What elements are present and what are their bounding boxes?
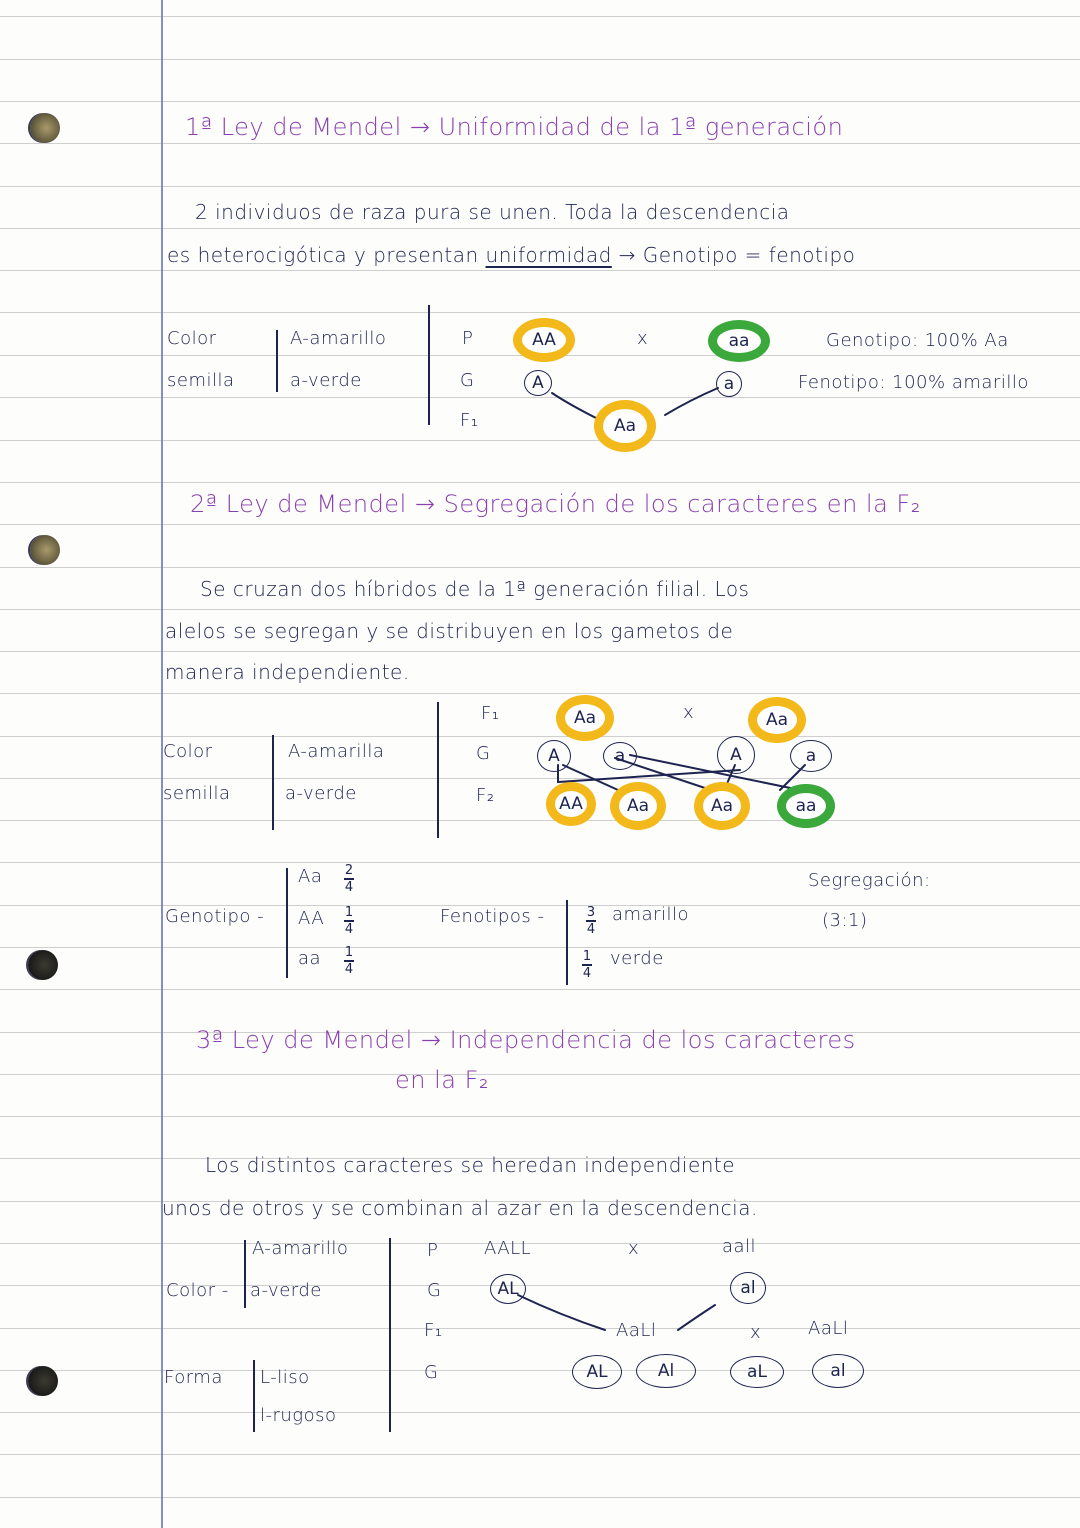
binder-hole: [30, 113, 60, 143]
row-label-f1: F₁: [481, 703, 500, 724]
genotype-fraction: [344, 864, 354, 894]
denominator: 4: [582, 965, 592, 981]
gamete-node: A: [537, 740, 571, 772]
gamete-node: A: [524, 370, 552, 396]
row-label-f1: F₁: [460, 410, 479, 431]
genotype-name: AA: [298, 908, 325, 929]
second-law-text-line-3: manera independiente.: [165, 660, 410, 684]
f1-genotype: AaLl: [616, 1320, 657, 1341]
segregation-label: Segregación:: [808, 870, 931, 891]
numerator: 2: [344, 863, 354, 878]
allele-recessive: a-verde: [285, 783, 357, 804]
trait-label-color: Color -: [166, 1280, 229, 1301]
f1-cross-symbol: x: [750, 1322, 762, 1343]
cross-symbol: x: [683, 702, 695, 723]
genotype-name: Aa: [298, 866, 323, 887]
row-label-p: P: [462, 328, 474, 349]
f2-node-dominant: AA: [546, 782, 596, 826]
phenotype-label: Fenotipos -: [440, 906, 545, 927]
f1-gamete-node: AL: [572, 1355, 622, 1389]
gamete-node: a: [790, 740, 832, 772]
first-law-text-line-1: 2 individuos de raza pura se unen. Toda la descendencia: [195, 200, 790, 224]
parent-dominant: AALL: [484, 1238, 532, 1259]
row-label-g2: G: [424, 1362, 439, 1383]
numerator: 1: [344, 945, 354, 960]
trait-label: Color: [163, 741, 213, 762]
forma-allele-recessive: l-rugoso: [260, 1405, 337, 1426]
denominator: 4: [586, 921, 596, 937]
margin-line: [161, 0, 163, 1528]
trait-label: Color: [167, 328, 217, 349]
f2-node-hetero: Aa: [694, 782, 750, 830]
row-label-f2: F₂: [476, 785, 495, 806]
numerator: 1: [344, 905, 354, 920]
trait-label-forma: Forma: [164, 1367, 223, 1388]
allele-dominant: A-amarillo: [290, 328, 387, 349]
divider: [437, 702, 439, 838]
f2-node-hetero: Aa: [610, 782, 666, 830]
gamete-node: AL: [490, 1274, 526, 1304]
cross-symbol: x: [637, 328, 649, 349]
row-label-g: G: [476, 743, 491, 764]
f1-gamete-node: Al: [636, 1354, 696, 1388]
trait-label: semilla: [163, 783, 231, 804]
phenotype-fraction: [582, 950, 592, 980]
row-label-f1: F₁: [424, 1320, 443, 1341]
genotype-fraction: [344, 906, 354, 936]
gamete-node: a: [603, 742, 637, 770]
cross-symbol: x: [628, 1238, 640, 1259]
row-label-g: G: [427, 1280, 442, 1301]
f1-gamete-node: al: [812, 1354, 864, 1388]
f2-node-recessive: aa: [777, 784, 835, 828]
segregation-ratio: (3:1): [822, 910, 868, 931]
brace: [566, 900, 568, 985]
divider: [389, 1238, 391, 1432]
divider: [428, 305, 430, 425]
parent-node: Aa: [748, 697, 806, 743]
f1-gamete-node: aL: [730, 1356, 784, 1388]
text-fragment: es heterocigótica y presentan: [167, 243, 486, 267]
numerator: 1: [582, 949, 592, 964]
second-law-text-line-1: Se cruzan dos híbridos de la 1ª generación filial. Los: [200, 577, 750, 601]
parent-recessive: aall: [722, 1236, 757, 1257]
allele-dominant: A-amarilla: [288, 741, 385, 762]
genotype-result: Genotipo: 100% Aa: [826, 330, 1009, 351]
second-law-text-line-2: alelos se segregan y se distribuyen en los gametos de: [165, 619, 734, 643]
gamete-node: a: [716, 371, 742, 397]
numerator: 3: [586, 905, 596, 920]
color-allele-recessive: a-verde: [250, 1280, 322, 1301]
f1-genotype: AaLl: [808, 1318, 849, 1339]
third-law-title-line-2: en la F₂: [395, 1066, 490, 1094]
brace: [244, 1240, 246, 1308]
trait-label: semilla: [167, 370, 235, 391]
parent-recessive-node: aa: [708, 320, 770, 362]
phenotype-name: amarillo: [612, 904, 690, 925]
row-label-p: P: [427, 1240, 439, 1261]
row-label-g: G: [460, 370, 475, 391]
second-law-title: 2ª Ley de Mendel → Segregación de los caracteres en la F₂: [190, 490, 921, 518]
binder-hole: [30, 535, 60, 565]
parent-node: Aa: [556, 695, 614, 741]
gamete-node: al: [730, 1272, 766, 1304]
third-law-text-line-2: unos de otros y se combinan al azar en la descendencia.: [162, 1196, 758, 1220]
binder-hole: [28, 950, 58, 980]
color-allele-dominant: A-amarillo: [252, 1238, 349, 1259]
parent-dominant-node: AA: [513, 318, 575, 362]
denominator: 4: [344, 921, 354, 937]
phenotype-result: Fenotipo: 100% amarillo: [798, 372, 1029, 393]
phenotype-name: verde: [610, 948, 664, 969]
binder-hole: [28, 1366, 58, 1396]
underlined-term: uniformidad: [485, 243, 612, 267]
third-law-text-line-1: Los distintos caracteres se heredan independiente: [205, 1153, 736, 1177]
brace: [286, 868, 288, 978]
first-law-title: 1ª Ley de Mendel → Uniformidad de la 1ª generación: [185, 113, 844, 141]
brace: [253, 1360, 255, 1432]
denominator: 4: [344, 879, 354, 895]
forma-allele-dominant: L-liso: [260, 1367, 310, 1388]
brace: [272, 735, 274, 830]
gamete-node: A: [717, 736, 755, 774]
phenotype-fraction: [586, 906, 596, 936]
text-fragment: → Genotipo = fenotipo: [611, 243, 856, 267]
genotype-fraction: [344, 946, 354, 976]
genotype-label: Genotipo -: [165, 906, 265, 927]
f1-node: Aa: [594, 400, 656, 452]
first-law-text-line-2: [167, 243, 855, 267]
genotype-name: aa: [298, 948, 322, 969]
third-law-title-line-1: 3ª Ley de Mendel → Independencia de los caracteres: [196, 1026, 856, 1054]
denominator: 4: [344, 961, 354, 977]
brace: [276, 330, 278, 392]
allele-recessive: a-verde: [290, 370, 362, 391]
